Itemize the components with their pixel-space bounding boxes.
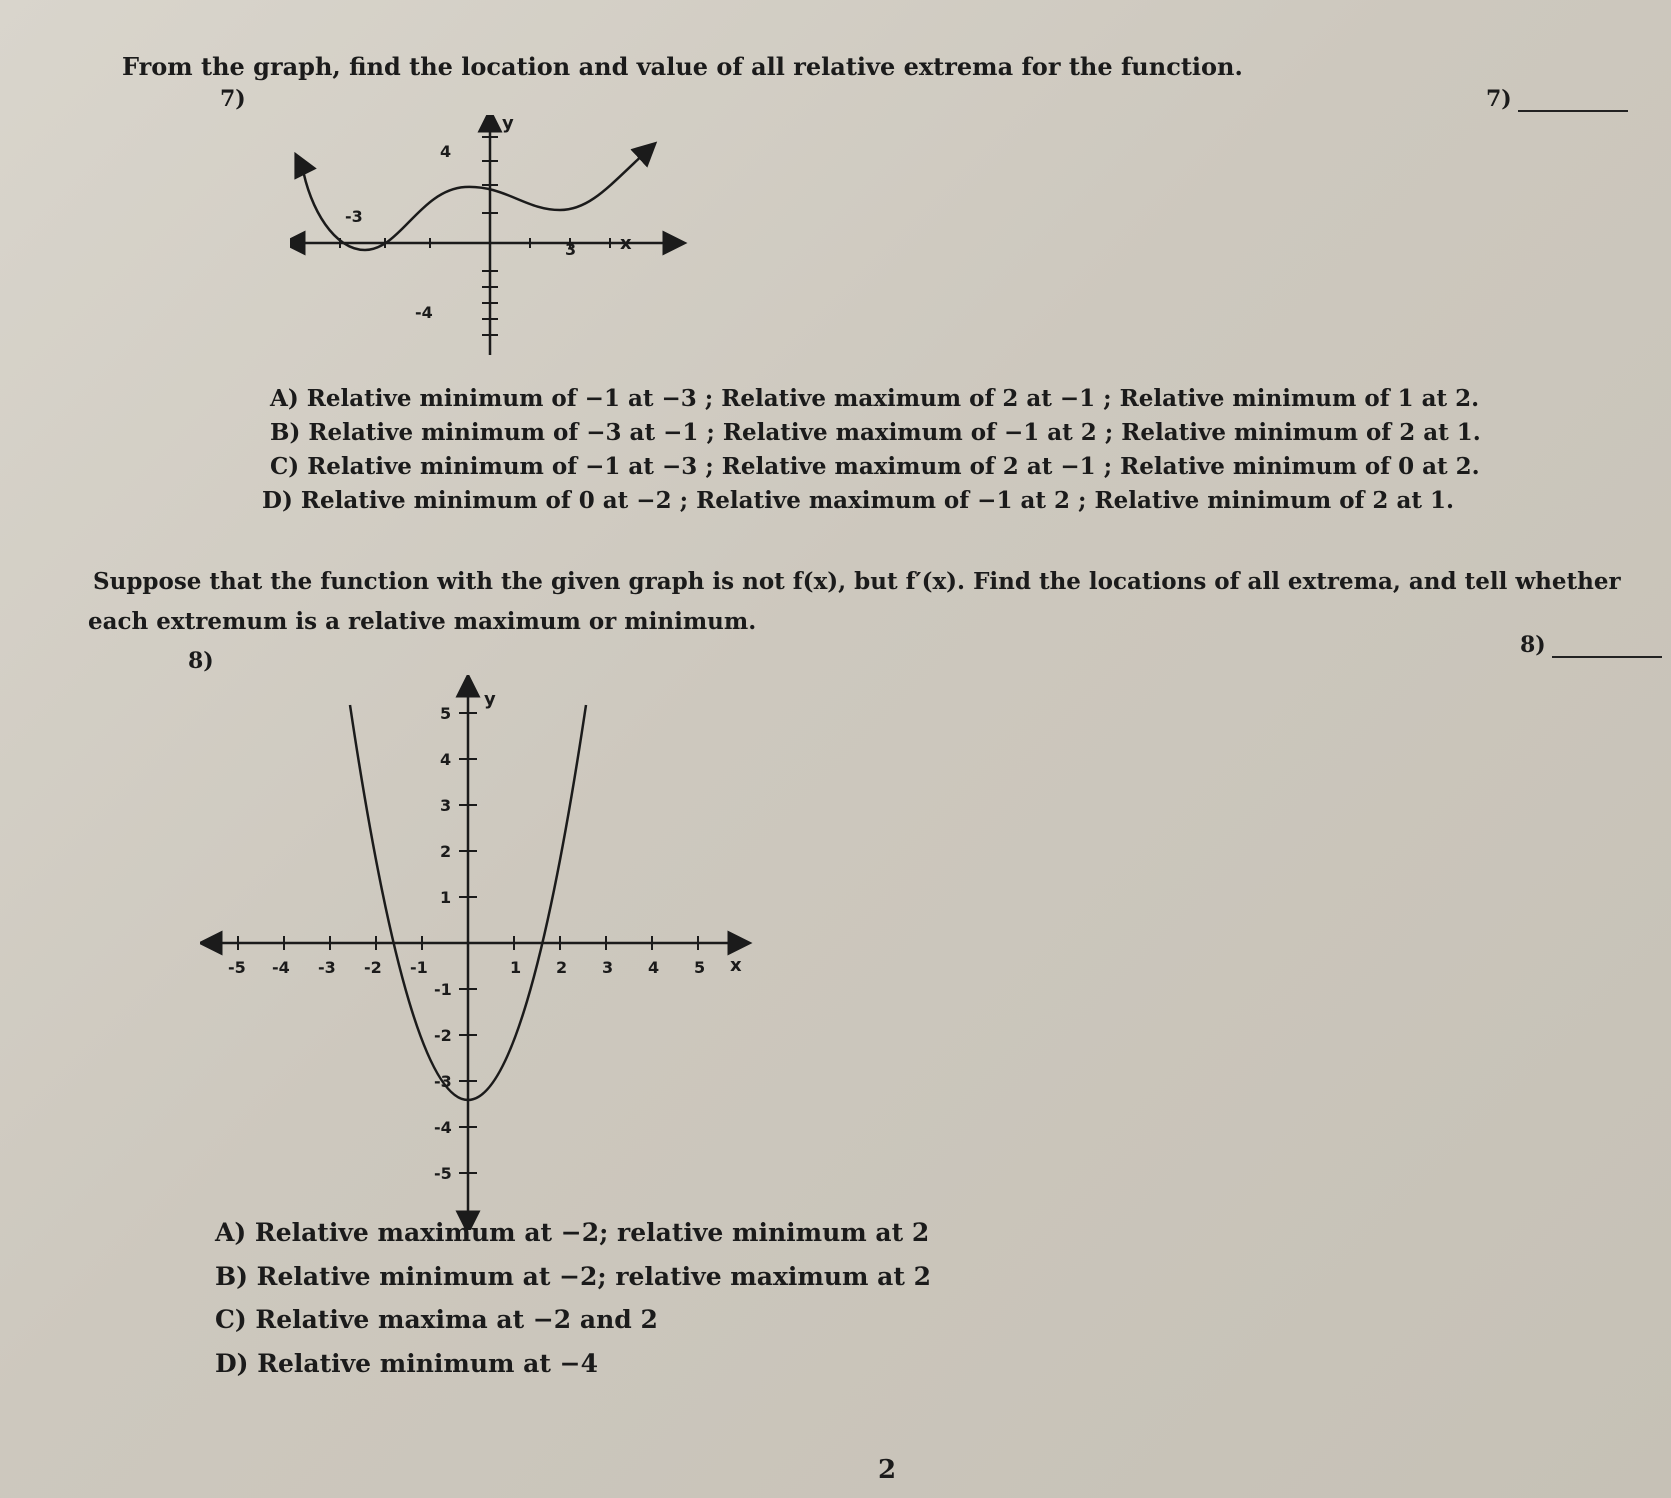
x-tick-3: 3 — [602, 958, 614, 977]
question-number-7: 7) — [220, 86, 246, 112]
tick-label-neg3: -3 — [345, 207, 363, 226]
choice-8a[interactable]: A) Relative maximum at −2; relative minimum at 2 — [215, 1218, 930, 1247]
x-tick-2: 2 — [556, 958, 568, 977]
x-axis-label-8: x — [730, 955, 742, 976]
x-tick-neg3: -3 — [318, 958, 336, 977]
x-tick-1: 1 — [510, 958, 522, 977]
y-tick-4: 4 — [440, 750, 452, 769]
choice-8d[interactable]: D) Relative minimum at −4 — [215, 1349, 598, 1378]
ticks-7 — [340, 137, 610, 335]
x-tick-neg2: -2 — [364, 958, 382, 977]
y-tick-neg5: -5 — [434, 1164, 452, 1183]
x-tick-5: 5 — [694, 958, 706, 977]
y-tick-1: 1 — [440, 888, 452, 907]
answer-slot-7[interactable] — [1486, 86, 1628, 112]
tick-label-neg4: -4 — [415, 303, 433, 322]
y-tick-2: 2 — [440, 842, 452, 861]
x-tick-labels-8 — [228, 958, 705, 977]
x-tick-neg5: -5 — [228, 958, 246, 977]
graph-8 — [200, 675, 760, 1230]
y-tick-neg4: -4 — [434, 1118, 452, 1137]
tick-label-3: 3 — [565, 240, 577, 259]
choice-8c[interactable]: C) Relative maxima at −2 and 2 — [215, 1305, 658, 1334]
curve-7 — [302, 150, 648, 250]
answer-label-8: 8) — [1520, 632, 1546, 658]
y-tick-5: 5 — [440, 704, 452, 723]
instruction-derivative-line2: each extremum is a relative maximum or minimum. — [88, 608, 757, 635]
y-axis-label-8: y — [484, 689, 496, 710]
y-tick-neg2: -2 — [434, 1026, 452, 1045]
y-tick-neg3: -3 — [434, 1072, 452, 1091]
answer-slot-8[interactable] — [1520, 632, 1662, 658]
question-number-8: 8) — [188, 648, 214, 674]
y-axis-label-7: y — [502, 115, 514, 134]
instruction-extrema: From the graph, find the location and value of all relative extrema for the function. — [122, 52, 1243, 81]
instruction-derivative-line1: Suppose that the function with the given graph is not f(x), but f′(x). Find the locations of all extrema, and tell whether — [93, 568, 1621, 595]
y-tick-neg1: -1 — [434, 980, 452, 999]
page-number: 2 — [878, 1455, 897, 1485]
x-axis-label-7: x — [620, 233, 632, 254]
x-tick-4: 4 — [648, 958, 660, 977]
choice-7d[interactable]: D) Relative minimum of 0 at −2 ; Relative maximum of −1 at 2 ; Relative minimum of 2 at 1. — [262, 487, 1454, 514]
answer-blank-8[interactable] — [1552, 636, 1662, 658]
y-tick-3: 3 — [440, 796, 452, 815]
x-tick-neg4: -4 — [272, 958, 290, 977]
choice-8b[interactable]: B) Relative minimum at −2; relative maximum at 2 — [215, 1262, 931, 1291]
x-tick-neg1: -1 — [410, 958, 428, 977]
choice-7a[interactable]: A) Relative minimum of −1 at −3 ; Relative maximum of 2 at −1 ; Relative minimum of 1 at 2. — [270, 385, 1480, 412]
answer-label-7: 7) — [1486, 86, 1512, 112]
graph-7 — [290, 115, 710, 365]
answer-blank-7[interactable] — [1518, 90, 1628, 112]
choice-7c[interactable]: C) Relative minimum of −1 at −3 ; Relative maximum of 2 at −1 ; Relative minimum of 0 at 2. — [270, 453, 1480, 480]
choice-7b[interactable]: B) Relative minimum of −3 at −1 ; Relative maximum of −1 at 2 ; Relative minimum of 2 at 1. — [270, 419, 1481, 446]
tick-label-4: 4 — [440, 142, 452, 161]
